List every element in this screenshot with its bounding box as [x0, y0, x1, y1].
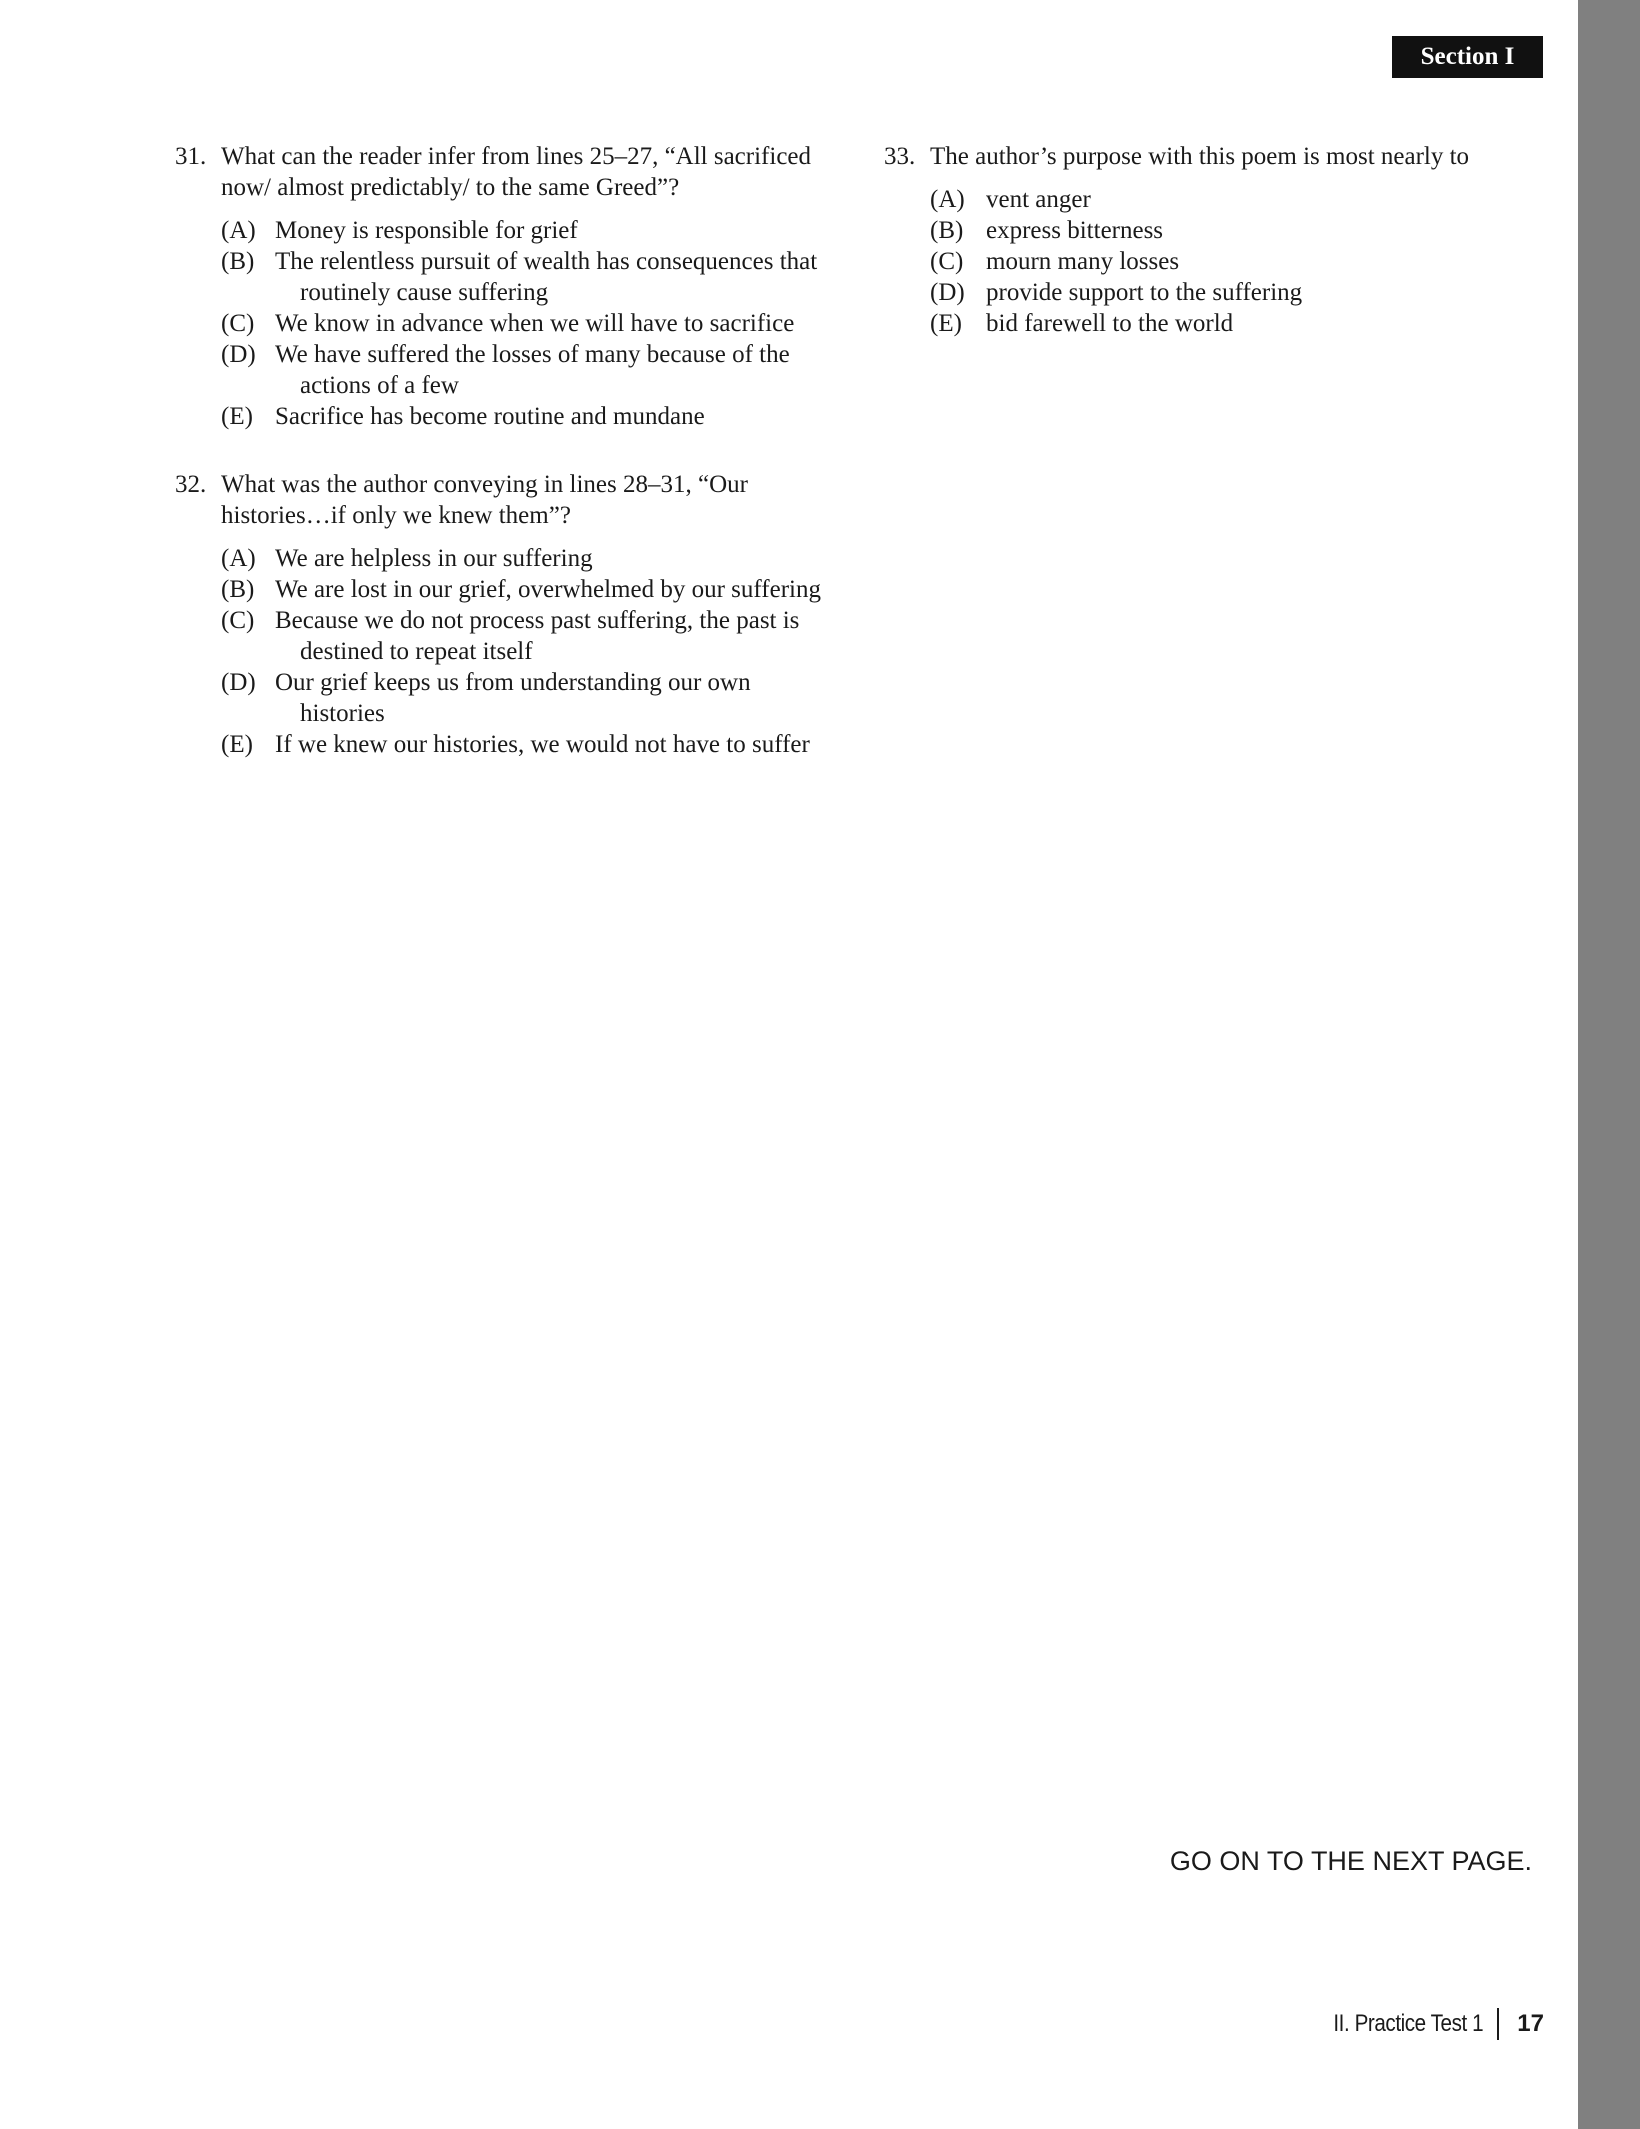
choice-text: Sacrifice has become routine and mundane	[275, 403, 705, 430]
page-footer	[1100, 2008, 1544, 2040]
answer-choice-e[interactable]	[221, 729, 835, 760]
page-edge-tab	[1578, 0, 1640, 2129]
answer-choice-b[interactable]	[221, 246, 835, 308]
choice-letter: (A)	[930, 186, 965, 213]
section-badge: Section I	[1392, 36, 1543, 78]
answer-choice-b[interactable]	[930, 215, 1504, 246]
answer-choice-a[interactable]	[221, 215, 835, 246]
footer-chapter-label: II. Practice Test 1	[1333, 2010, 1484, 2037]
question-text: What was the author conveying in lines 28–31, “Our histories…if only we knew them”?	[221, 471, 748, 529]
answer-choice-c[interactable]	[221, 308, 835, 339]
choice-letter: (C)	[221, 310, 255, 337]
choice-text: We have suffered the losses of many because of the actions of a few	[275, 341, 790, 399]
go-on-notice: GO ON TO THE NEXT PAGE.	[1169, 1846, 1532, 1876]
answer-choice-e[interactable]	[930, 308, 1504, 339]
choice-letter: (E)	[221, 403, 253, 430]
answer-choice-a[interactable]	[221, 543, 835, 574]
choice-text: If we knew our histories, we would not have to suffer	[275, 731, 810, 758]
question-text: What can the reader infer from lines 25–27, “All sacrificed now/ almost predictably/ to the same Greed”?	[221, 143, 812, 201]
question-33	[884, 141, 1504, 339]
choice-text: We know in advance when we will have to sacrifice	[275, 310, 795, 337]
question-32	[175, 469, 835, 760]
answer-choice-c[interactable]	[221, 605, 835, 667]
choice-letter: (D)	[221, 341, 256, 368]
answer-choice-c[interactable]	[930, 246, 1504, 277]
choice-letter: (A)	[221, 217, 256, 244]
question-stem	[175, 141, 835, 203]
answer-choice-a[interactable]	[930, 184, 1504, 215]
page-number: 17	[1517, 2010, 1544, 2037]
question-31	[175, 141, 835, 432]
choice-text: We are helpless in our suffering	[275, 545, 593, 572]
question-stem	[884, 141, 1504, 172]
question-number: 33.	[884, 143, 916, 170]
answer-choice-d[interactable]	[221, 339, 835, 401]
choice-letter: (B)	[221, 576, 255, 603]
answer-choice-b[interactable]	[221, 574, 835, 605]
choice-letter: (D)	[221, 669, 256, 696]
choice-text: mourn many losses	[986, 248, 1180, 275]
choice-letter: (D)	[930, 279, 965, 306]
choice-letter: (C)	[930, 248, 964, 275]
choice-text: vent anger	[986, 186, 1091, 213]
choice-letter: (E)	[930, 310, 962, 337]
question-text: The author’s purpose with this poem is most nearly to	[930, 143, 1470, 170]
choice-text: express bitterness	[986, 217, 1164, 244]
choice-text: Because we do not process past suffering, the past is destined to repeat itself	[275, 607, 800, 665]
choice-text: Money is responsible for grief	[275, 217, 578, 244]
choice-letter: (A)	[221, 545, 256, 572]
answer-choices	[884, 184, 1504, 339]
answer-choices	[175, 543, 835, 760]
choice-text: Our grief keeps us from understanding our own histories	[275, 669, 751, 727]
choice-text: We are lost in our grief, overwhelmed by our suffering	[275, 576, 821, 603]
question-number: 32.	[175, 471, 207, 498]
answer-choice-e[interactable]	[221, 401, 835, 432]
choice-letter: (C)	[221, 607, 255, 634]
answer-choices	[175, 215, 835, 432]
choice-text: provide support to the suffering	[986, 279, 1303, 306]
choice-text: bid farewell to the world	[986, 310, 1234, 337]
choice-letter: (B)	[221, 248, 255, 275]
choice-letter: (B)	[930, 217, 964, 244]
question-number: 31.	[175, 143, 207, 170]
choice-letter: (E)	[221, 731, 253, 758]
question-stem	[175, 469, 835, 531]
answer-choice-d[interactable]	[930, 277, 1504, 308]
answer-choice-d[interactable]	[221, 667, 835, 729]
choice-text: The relentless pursuit of wealth has consequences that routinely cause suffering	[275, 248, 818, 306]
footer-divider	[1497, 2008, 1499, 2040]
